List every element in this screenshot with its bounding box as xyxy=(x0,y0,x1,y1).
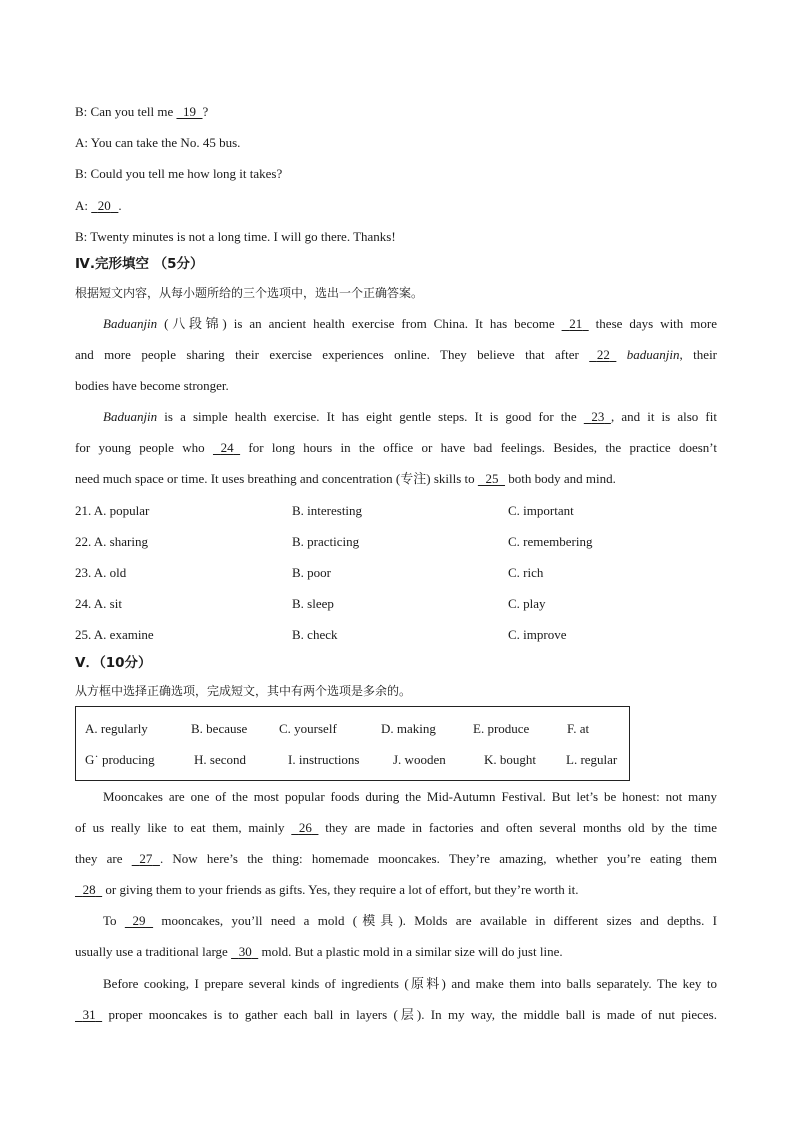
word-option-c[interactable]: C. yourself xyxy=(279,721,337,736)
word-option-a[interactable]: A. regularly xyxy=(85,721,148,736)
option-22-c[interactable]: C. remembering xyxy=(508,534,593,549)
word-option-h[interactable]: H. second xyxy=(194,752,246,767)
blank-27[interactable]: 27 xyxy=(139,851,153,866)
option-25-b[interactable]: B. check xyxy=(292,627,338,642)
word-option-b[interactable]: B. because xyxy=(191,721,248,736)
option-21-b[interactable]: B. interesting xyxy=(292,503,363,518)
passage-4-line: To 29 mooncakes, you’ll need a mold (模具). Molds are available in different sizes and depths. I xyxy=(103,913,717,928)
passage-3-line: Mooncakes are one of the most popular foods during the Mid-Autumn Festival. But let’s be honest: not many xyxy=(103,789,717,804)
option-24-c[interactable]: C. play xyxy=(508,596,546,611)
passage-3-line: they are 27 . Now here’s the thing: homemade mooncakes. They’re amazing, whether you’re eating them xyxy=(75,851,717,866)
option-24-b[interactable]: B. sleep xyxy=(292,596,334,611)
option-25-c[interactable]: C. improve xyxy=(508,627,567,642)
word-option-f[interactable]: F. at xyxy=(567,721,590,736)
passage-3-line: of us really like to eat them, mainly 26 they are made in factories and often several months old by the time xyxy=(75,820,717,835)
passage-2-line: Baduanjin is a simple health exercise. It has eight gentle steps. It is good for the 23 , and it is also fit xyxy=(103,409,717,424)
passage-2-line: need much space or time. It uses breathing and concentration (专注) skills to 25 both body and mind. xyxy=(75,471,616,486)
option-25-a[interactable]: 25. A. examine xyxy=(75,627,154,642)
blank-30[interactable]: 30 xyxy=(238,944,252,959)
dialogue-line-20: A: 20 . xyxy=(75,198,122,213)
section-4-heading: Ⅳ.完形填空 （5分） xyxy=(75,256,204,272)
word-option-i[interactable]: I. instructions xyxy=(288,752,360,767)
blank-23[interactable]: 23 xyxy=(591,409,605,424)
dialogue-line: B: Twenty minutes is not a long time. I will go there. Thanks! xyxy=(75,229,396,244)
word-option-j[interactable]: J. wooden xyxy=(393,752,446,767)
dialogue-line-19: B: Can you tell me 19 ? xyxy=(75,104,209,119)
option-23-b[interactable]: B. poor xyxy=(292,565,331,580)
blank-22[interactable]: 22 xyxy=(596,347,610,362)
passage-3-line: 28 or giving them to your friends as gifts. Yes, they require a lot of effort, but they’re worth it. xyxy=(75,882,578,898)
blank-25[interactable]: 25 xyxy=(485,471,499,486)
blank-19[interactable]: 19 xyxy=(182,104,196,119)
section-4-instruction: 根据短文内容，从每小题所给的三个选项中，选出一个正确答案。 xyxy=(75,286,424,300)
passage-1-line: bodies have become stronger. xyxy=(75,378,229,393)
passage-1-line: Baduanjin (八段锦) is an ancient health exercise from China. It has become 21 these days with more xyxy=(103,316,717,331)
word-option-d[interactable]: D. making xyxy=(381,721,436,736)
section-5-heading: Ⅴ．（10分） xyxy=(75,655,152,671)
option-21-a[interactable]: 21. A. popular xyxy=(75,503,150,518)
word-box xyxy=(75,706,630,781)
blank-21[interactable]: 21 xyxy=(569,316,583,331)
blank-29[interactable]: 29 xyxy=(132,913,146,928)
dialogue-line: B: Could you tell me how long it takes? xyxy=(75,166,283,181)
passage-5-line: 31 proper mooncakes is to gather each ball in layers (层). In my way, the middle ball is made of nut pieces. xyxy=(75,1007,717,1023)
option-23-c[interactable]: C. rich xyxy=(508,565,544,580)
option-23-a[interactable]: 23. A. old xyxy=(75,565,127,580)
word-option-e[interactable]: E. produce xyxy=(473,721,530,736)
option-22-b[interactable]: B. practicing xyxy=(292,534,360,549)
option-22-a[interactable]: 22. A. sharing xyxy=(75,534,148,549)
section-5-instruction: 从方框中选择正确选项，完成短文，其中有两个选项是多余的。 xyxy=(75,684,412,698)
blank-31[interactable]: 31 xyxy=(82,1007,96,1022)
option-21-c[interactable]: C. important xyxy=(508,503,574,518)
passage-2-line: for young people who 24 for long hours in the office or have bad feelings. Besides, the practice doesn’t xyxy=(75,440,718,455)
word-option-g[interactable]: G˙ producing xyxy=(85,752,155,767)
option-24-a[interactable]: 24. A. sit xyxy=(75,596,122,611)
blank-26[interactable]: 26 xyxy=(298,820,312,835)
word-option-k[interactable]: K. bought xyxy=(484,752,536,767)
passage-4-line: usually use a traditional large 30 mold. But a plastic mold in a similar size will do just line. xyxy=(75,944,563,959)
blank-20[interactable]: 20 xyxy=(97,198,111,213)
passage-1-line: and more people sharing their exercise experiences online. They believe that after 22 baduanjin, their xyxy=(75,347,718,362)
blank-24[interactable]: 24 xyxy=(220,440,234,455)
passage-5-line: Before cooking, I prepare several kinds of ingredients (原料) and make them into balls separately. The key to xyxy=(103,976,717,991)
dialogue-line: A: You can take the No. 45 bus. xyxy=(75,135,241,150)
word-option-l[interactable]: L. regular xyxy=(566,752,618,767)
blank-28[interactable]: 28 xyxy=(82,882,96,897)
